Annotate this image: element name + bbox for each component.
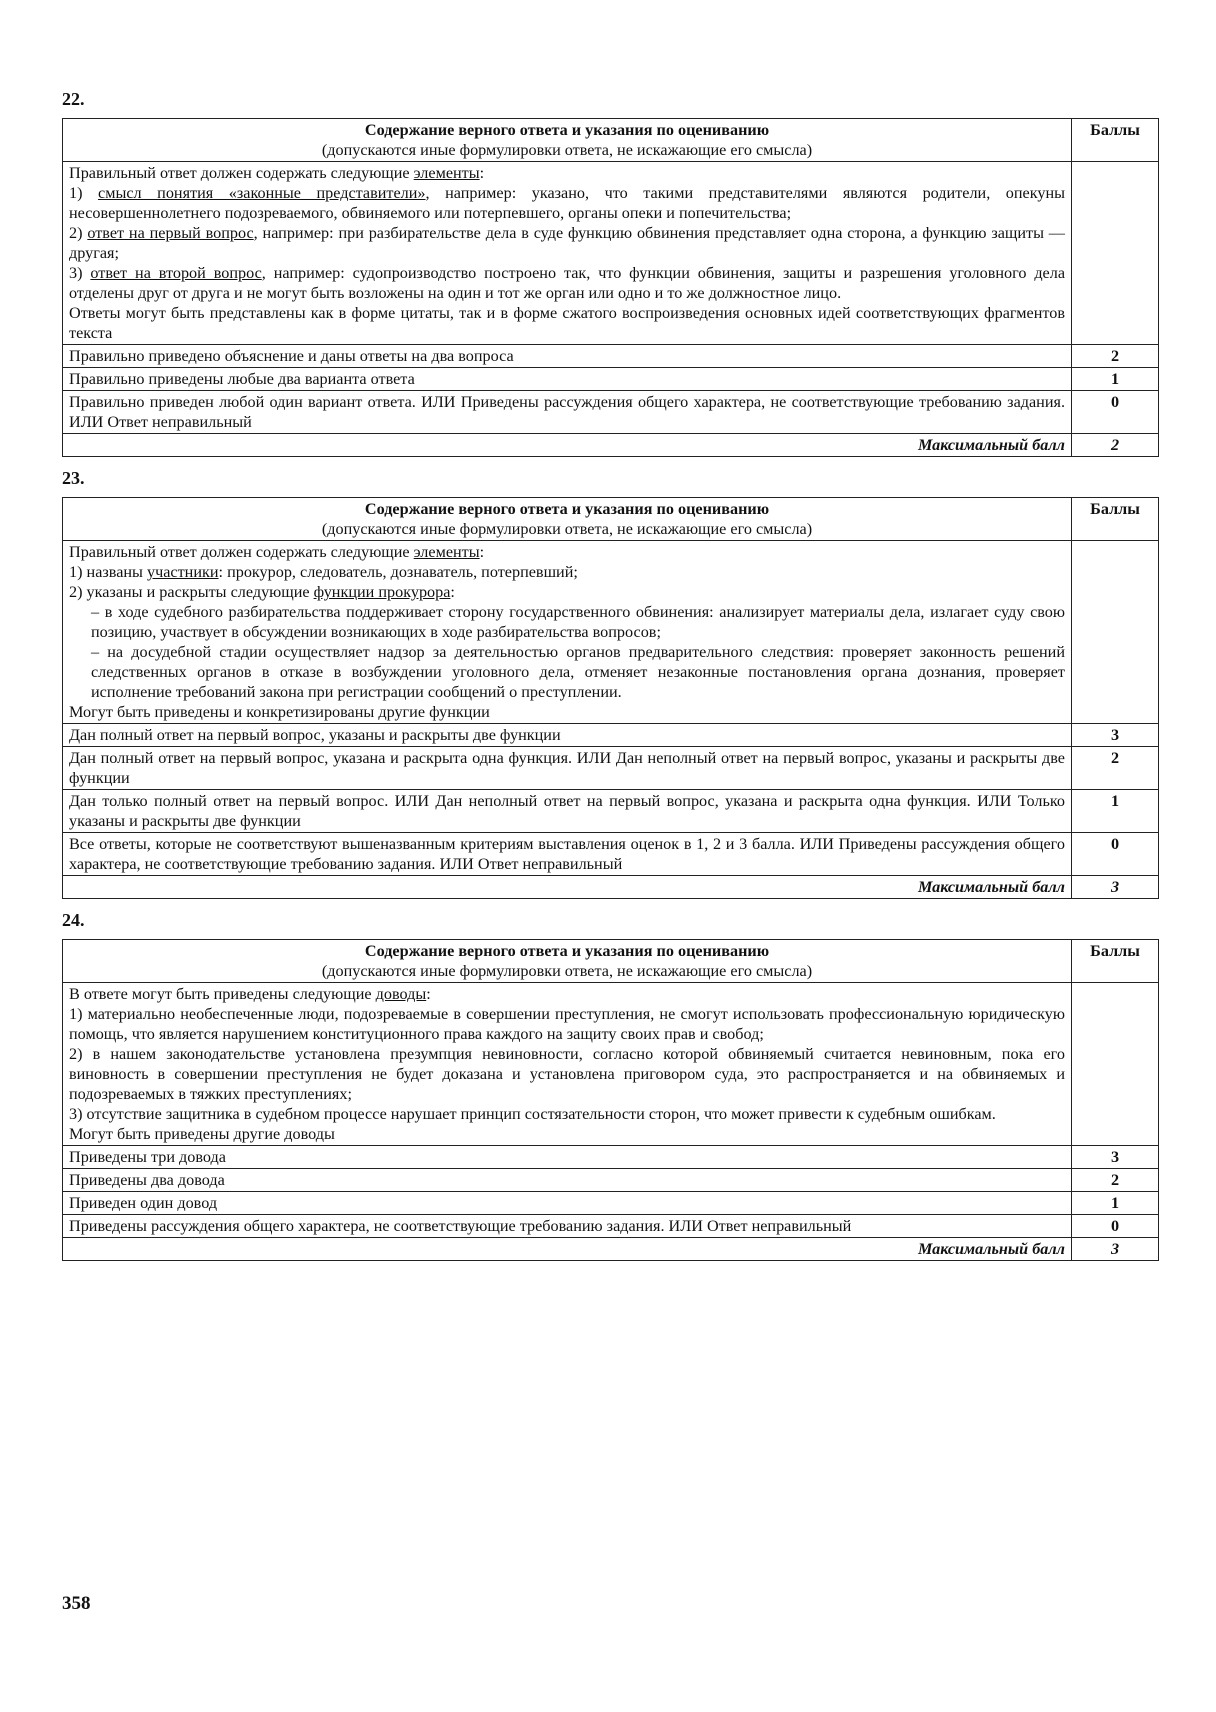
criterion-points: 0 bbox=[1072, 1215, 1159, 1238]
header-subtitle: (допускаются иные формулировки ответа, не искажающие его смысла) bbox=[321, 962, 813, 980]
criteria-table-24 bbox=[62, 939, 1159, 1261]
max-score-label: Максимальный балл bbox=[63, 434, 1072, 457]
criterion-row bbox=[63, 1169, 1159, 1192]
intro-text: Правильный ответ должен содержать следующие bbox=[69, 164, 414, 182]
answer-note: Ответы могут быть представлены как в форме цитаты, так и в форме сжатого воспроизведения основных идей соответствующих фрагментов текста bbox=[69, 304, 1065, 342]
header-title: Содержание верного ответа и указания по оцениванию bbox=[364, 942, 770, 960]
criterion-text: Правильно приведен любой один вариант ответа. ИЛИ Приведены рассуждения общего характера, не соответствующие требованию задания. ИЛИ Ответ неправильный bbox=[63, 391, 1072, 434]
element-1-num: 1) bbox=[69, 184, 99, 202]
intro-underlined: элементы bbox=[413, 164, 480, 182]
criterion-points: 2 bbox=[1072, 1169, 1159, 1192]
element-2-key: ответ на первый вопрос bbox=[87, 224, 254, 242]
criterion-row bbox=[63, 345, 1159, 368]
criterion-points: 1 bbox=[1072, 368, 1159, 391]
criterion-row bbox=[63, 1146, 1159, 1169]
criterion-text: Дан полный ответ на первый вопрос, указана и раскрыта одна функция. ИЛИ Дан неполный ответ на первый вопрос, указаны и раскрыты две функции bbox=[63, 747, 1072, 790]
element-2-text: : bbox=[450, 583, 455, 601]
criterion-row bbox=[63, 1192, 1159, 1215]
element-2-key: функции прокурора bbox=[313, 583, 451, 601]
intro-text: Правильный ответ должен содержать следующие bbox=[69, 543, 414, 561]
criterion-text: Правильно приведено объяснение и даны ответы на два вопроса bbox=[63, 345, 1072, 368]
answer-content bbox=[63, 541, 1072, 724]
criterion-points: 1 bbox=[1072, 1192, 1159, 1215]
max-score-value: 2 bbox=[1072, 434, 1159, 457]
intro-underlined: элементы bbox=[413, 543, 480, 561]
element-1-text: , например: указано, что такими представителями являются родители, опекуны несовершеннолетнего подозреваемого, обвиняемого или потерпевшего, органы опеки и попечительства; bbox=[69, 184, 1066, 222]
element-2-num: 2) указаны и раскрыты следующие bbox=[69, 583, 314, 601]
element-1-text: : прокурор, следователь, дознаватель, потерпевший; bbox=[218, 563, 578, 581]
question-22-number: 22. bbox=[62, 89, 85, 109]
element-1-key: смысл понятия «законные представители» bbox=[98, 184, 426, 202]
criterion-points: 3 bbox=[1072, 724, 1159, 747]
question-24-number: 24. bbox=[62, 910, 85, 930]
question-23-number: 23. bbox=[62, 468, 85, 488]
criterion-points: 0 bbox=[1072, 391, 1159, 434]
function-1: – в ходе судебного разбирательства поддерживает сторону государственного обвинения: анализирует материалы дела, излагает суду свою позицию, участвует в обсуждении возникающих в ходе разбирательства вопросов; bbox=[91, 603, 1065, 641]
argument-1: 1) материально необеспеченные люди, подозреваемые в совершении преступления, не смогут использовать профессиональную юридическую помощь, что является нарушением конституционного права каждого на защиту своих прав и свобод; bbox=[69, 1005, 1065, 1043]
criterion-row bbox=[63, 1215, 1159, 1238]
empty-points-cell bbox=[1072, 541, 1159, 724]
table-header-row bbox=[63, 940, 1159, 983]
intro-tail: : bbox=[426, 985, 431, 1003]
criterion-points: 2 bbox=[1072, 345, 1159, 368]
criterion-text: Все ответы, которые не соответствуют вышеназванным критериям выставления оценок в 1, 2 и 3 балла. ИЛИ Приведены рассуждения общего характера, не соответствующие требованию задания. ИЛИ Ответ неправильный bbox=[63, 833, 1072, 876]
header-cell bbox=[63, 119, 1072, 162]
header-subtitle: (допускаются иные формулировки ответа, не искажающие его смысла) bbox=[321, 520, 813, 538]
argument-2: 2) в нашем законодательстве установлена презумпция невиновности, согласно которой обвиняемый считается невиновным, пока его виновность в совершении преступления не будет доказана и установлена приговором суда, это распространяется и на обвиняемых и подозреваемых в тяжких преступлениях; bbox=[69, 1045, 1065, 1103]
criterion-text: Правильно приведены любые два варианта ответа bbox=[63, 368, 1072, 391]
criterion-text: Приведены рассуждения общего характера, не соответствующие требованию задания. ИЛИ Ответ неправильный bbox=[63, 1215, 1072, 1238]
criterion-row bbox=[63, 833, 1159, 876]
answer-note: Могут быть приведены другие доводы bbox=[69, 1125, 335, 1143]
points-header: Баллы bbox=[1072, 940, 1159, 983]
answer-content-row bbox=[63, 162, 1159, 345]
criterion-row bbox=[63, 724, 1159, 747]
element-2-text: , например: при разбирательстве дела в суде функцию обвинения представляет одна сторона, а функцию защиты — другая; bbox=[69, 224, 1065, 262]
max-score-row bbox=[63, 1238, 1159, 1261]
answer-note: Могут быть приведены и конкретизированы другие функции bbox=[69, 703, 490, 721]
criterion-text: Дан только полный ответ на первый вопрос. ИЛИ Дан неполный ответ на первый вопрос, указана и раскрыта одна функция. ИЛИ Только указаны и раскрыты две функции bbox=[63, 790, 1072, 833]
header-title: Содержание верного ответа и указания по оцениванию bbox=[364, 500, 770, 518]
criterion-points: 3 bbox=[1072, 1146, 1159, 1169]
element-1-num: 1) названы bbox=[69, 563, 147, 581]
header-title: Содержание верного ответа и указания по оцениванию bbox=[364, 121, 770, 139]
points-header: Баллы bbox=[1072, 119, 1159, 162]
header-cell bbox=[63, 940, 1072, 983]
page-content bbox=[62, 88, 1158, 1261]
criterion-points: 0 bbox=[1072, 833, 1159, 876]
element-1-key: участники bbox=[146, 563, 219, 581]
table-header-row bbox=[63, 119, 1159, 162]
max-score-row bbox=[63, 876, 1159, 899]
max-score-label: Максимальный балл bbox=[63, 876, 1072, 899]
criterion-row bbox=[63, 368, 1159, 391]
answer-content-row bbox=[63, 541, 1159, 724]
element-3-text: , например: судопроизводство построено так, что функции обвинения, защиты и разрешения уголовного дела отделены друг от друга и не могут быть возложены на один и тот же орган или одно и то же должностное лицо. bbox=[69, 264, 1066, 302]
intro-tail: : bbox=[479, 543, 485, 561]
argument-3: 3) отсутствие защитника в судебном процессе нарушает принцип состязательности сторон, что может привести к судебным ошибкам. bbox=[69, 1105, 996, 1123]
criteria-table-23 bbox=[62, 497, 1159, 899]
criterion-text: Приведены два довода bbox=[63, 1169, 1072, 1192]
max-score-label: Максимальный балл bbox=[63, 1238, 1072, 1261]
criterion-row bbox=[63, 790, 1159, 833]
max-score-value: 3 bbox=[1072, 876, 1159, 899]
criteria-table-22 bbox=[62, 118, 1159, 457]
header-cell bbox=[63, 498, 1072, 541]
header-subtitle: (допускаются иные формулировки ответа, не искажающие его смысла) bbox=[321, 141, 813, 159]
criterion-points: 2 bbox=[1072, 747, 1159, 790]
function-2: – на досудебной стадии осуществляет надзор за деятельностью органов предварительного следствия: проверяет законность решений следственных органов в отказе в возбуждении уголовного дела, отменяет незаконные постановления органа дознания, проверяет исполнение требований закона при регистрации сообщений о преступлении. bbox=[91, 643, 1065, 701]
criterion-text: Дан полный ответ на первый вопрос, указаны и раскрыты две функции bbox=[63, 724, 1072, 747]
empty-points-cell bbox=[1072, 162, 1159, 345]
answer-content bbox=[63, 162, 1072, 345]
criterion-text: Приведены три довода bbox=[63, 1146, 1072, 1169]
table-header-row bbox=[63, 498, 1159, 541]
element-2-num: 2) bbox=[69, 224, 88, 242]
answer-content-row bbox=[63, 983, 1159, 1146]
element-3-key: ответ на второй вопрос bbox=[90, 264, 262, 282]
empty-points-cell bbox=[1072, 983, 1159, 1146]
criterion-row bbox=[63, 391, 1159, 434]
criterion-text: Приведен один довод bbox=[63, 1192, 1072, 1215]
points-header: Баллы bbox=[1072, 498, 1159, 541]
intro-text: В ответе могут быть приведены следующие bbox=[69, 985, 376, 1003]
intro-underlined: доводы bbox=[375, 985, 427, 1003]
criterion-row bbox=[63, 747, 1159, 790]
answer-content bbox=[63, 983, 1072, 1146]
intro-tail: : bbox=[479, 164, 485, 182]
page-number: 358 bbox=[62, 1593, 91, 1614]
max-score-row bbox=[63, 434, 1159, 457]
criterion-points: 1 bbox=[1072, 790, 1159, 833]
max-score-value: 3 bbox=[1072, 1238, 1159, 1261]
element-3-num: 3) bbox=[69, 264, 91, 282]
